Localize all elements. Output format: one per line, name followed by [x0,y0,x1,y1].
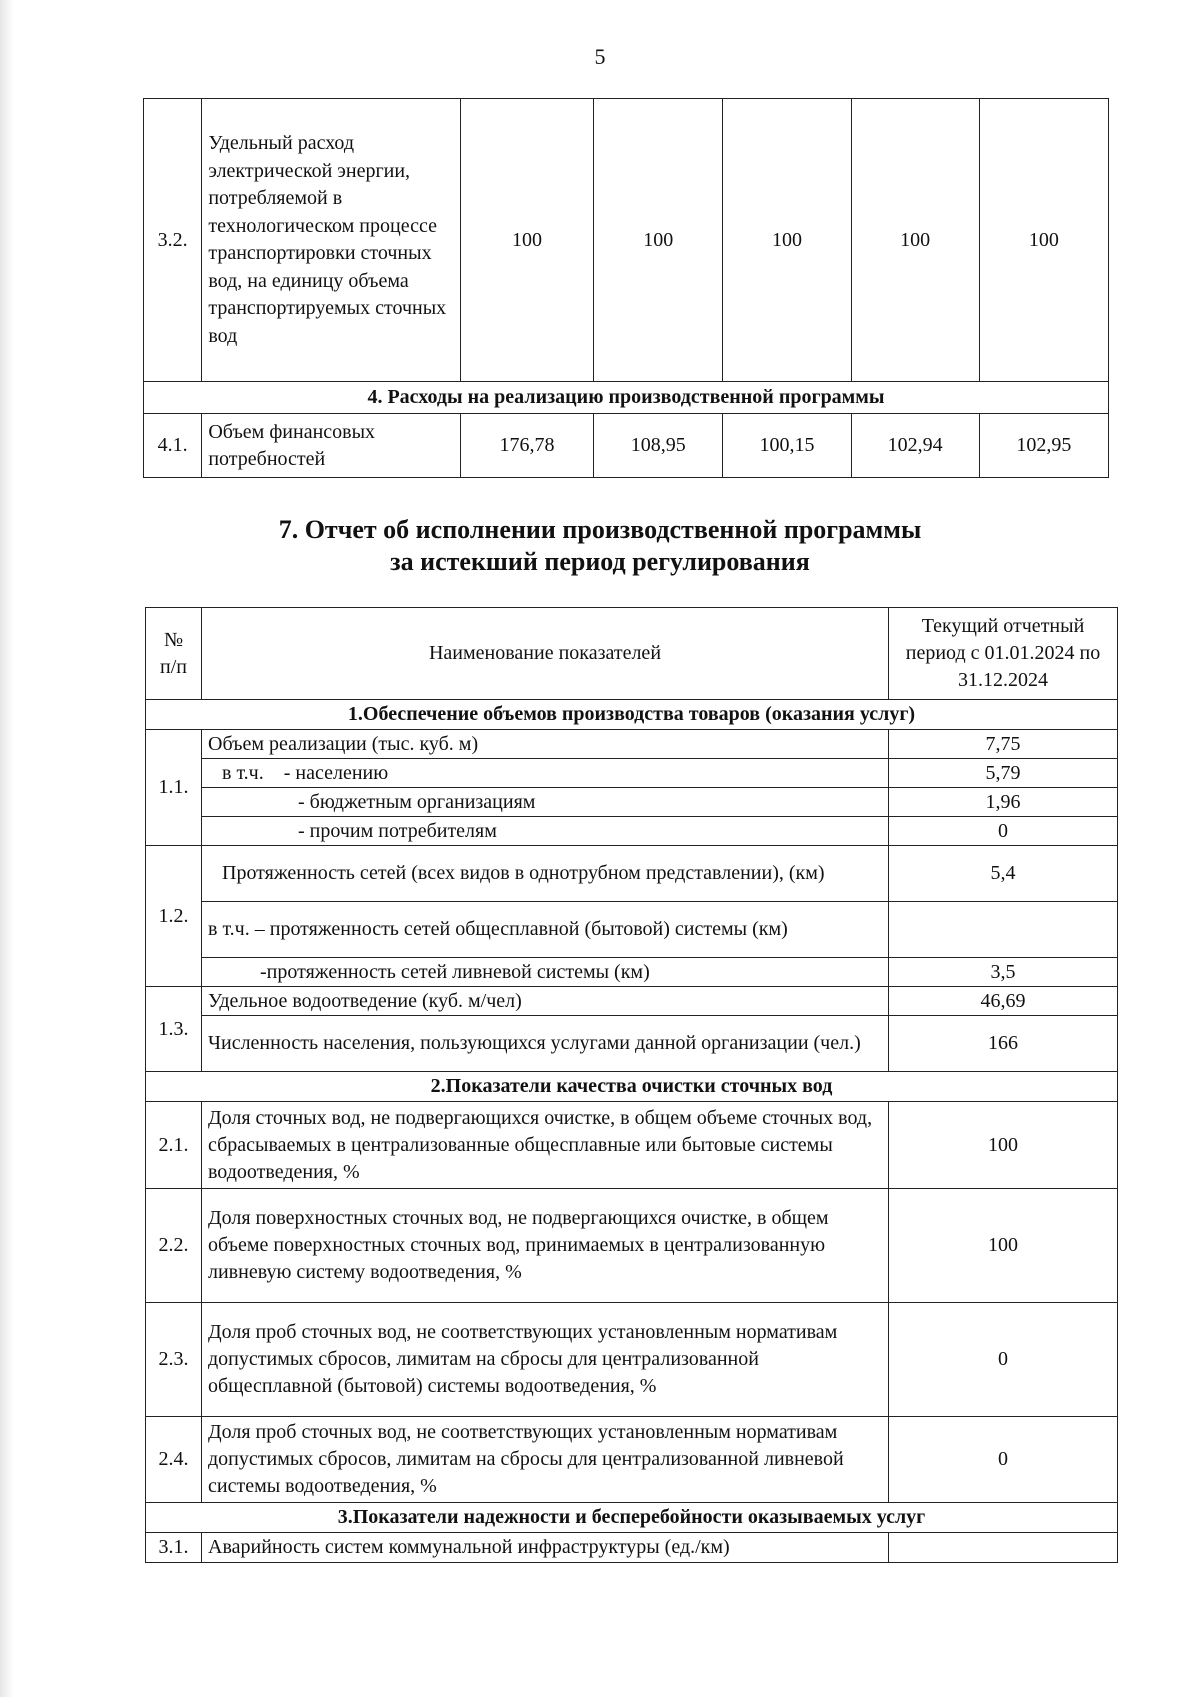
table-row [146,1533,1118,1563]
value-cell: 1,96 [889,788,1118,817]
indicator-name: Объем финансовых потребностей [202,414,460,478]
program-execution-report-table [145,607,1118,1563]
section-row [146,1072,1118,1102]
section-title: 3.Показатели надежности и бесперебойности оказываемых услуг [146,1503,1118,1533]
program-indicators-table-continuation [143,98,1109,478]
row-number: 2.4. [146,1417,202,1503]
indicator-name: Доля проб сточных вод, не соответствующих установленным нормативам допустимых сбросов, лимитам на сбросы для централизованной общесплавной (бытовой) системы водоотведения, % [202,1303,889,1417]
table-row [146,730,1118,759]
value-cell [889,1533,1118,1563]
value-cell: 102,94 [851,414,979,478]
value-cell: 46,69 [889,987,1118,1016]
section-title: 4. Расходы на реализацию производственной программы [144,382,1109,414]
section-heading-line: за истекший период регулирования [390,547,810,576]
row-number: 3.1. [146,1533,202,1563]
value-cell: 0 [889,1303,1118,1417]
value-cell: 100,15 [723,414,851,478]
table-row [146,817,1118,846]
table-row [146,788,1118,817]
row-number: 1.3. [146,987,202,1072]
table-row [146,902,1118,958]
value-cell: 100 [460,99,593,382]
value-cell: 102,95 [979,414,1108,478]
indicator-name: Доля проб сточных вод, не соответствующих установленным нормативам допустимых сбросов, лимитам на сбросы для централизованной ливневой системы водоотведения, % [202,1417,889,1503]
value-cell: 100 [889,1102,1118,1189]
table-row [146,1189,1118,1303]
table-row [146,958,1118,987]
indicator-name: - бюджетным организациям [202,788,889,817]
table-row [146,1417,1118,1503]
value-cell: 166 [889,1016,1118,1072]
value-cell: 100 [594,99,723,382]
value-cell: 100 [723,99,851,382]
row-number: 2.2. [146,1189,202,1303]
value-cell: 100 [979,99,1108,382]
table-row [146,1303,1118,1417]
table-row [144,99,1109,382]
indicator-name: - прочим потребителям [202,817,889,846]
row-number: 1.1. [146,730,202,846]
value-cell [889,902,1118,958]
section-title: 1.Обеспечение объемов производства товаров (оказания услуг) [146,700,1118,730]
value-cell: 176,78 [460,414,593,478]
section-row [146,700,1118,730]
section-heading-line: 7. Отчет об исполнении производственной программы [278,515,922,544]
column-header-name: Наименование показателей [202,608,889,700]
value-cell: 3,5 [889,958,1118,987]
value-cell: 100 [889,1189,1118,1303]
value-cell: 108,95 [594,414,723,478]
scan-edge-shadow [0,0,14,1697]
column-header-number: № п/п [146,608,202,700]
table-row [146,846,1118,902]
value-cell: 100 [851,99,979,382]
indicator-name: Доля поверхностных сточных вод, не подвергающихся очистке, в общем объеме поверхностных сточных вод, принимаемых в централизованную ливневую систему водоотведения, % [202,1189,889,1303]
indicator-name: Численность населения, пользующихся услугами данной организации (чел.) [202,1016,889,1072]
section-title: 2.Показатели качества очистки сточных вод [146,1072,1118,1102]
indicator-name: в т.ч. - населению [202,759,889,788]
table-row [146,759,1118,788]
value-cell: 5,79 [889,759,1118,788]
row-number: 2.1. [146,1102,202,1189]
indicator-name: Доля сточных вод, не подвергающихся очистке, в общем объеме сточных вод, сбрасываемых в централизованные общесплавные или бытовые системы водоотведения, % [202,1102,889,1189]
indicator-name: в т.ч. – протяженность сетей общесплавной (бытовой) системы (км) [202,902,889,958]
row-number: 4.1. [144,414,202,478]
value-cell: 0 [889,817,1118,846]
table-header-row [146,608,1118,700]
table-row [144,414,1109,478]
section-heading [0,514,1200,578]
indicator-name: Аварийность систем коммунальной инфраструктуры (ед./км) [202,1533,889,1563]
indicator-name: Протяженность сетей (всех видов в однотрубном представлении), (км) [202,846,889,902]
row-number: 1.2. [146,846,202,987]
row-number: 2.3. [146,1303,202,1417]
row-number: 3.2. [144,99,202,382]
indicator-name: Удельное водоотведение (куб. м/чел) [202,987,889,1016]
column-header-period: Текущий отчетный период с 01.01.2024 по 31.12.2024 [889,608,1118,700]
value-cell: 7,75 [889,730,1118,759]
section-row [146,1503,1118,1533]
indicator-name: Объем реализации (тыс. куб. м) [202,730,889,759]
table-row [146,987,1118,1016]
indicator-name: -протяженность сетей ливневой системы (км) [202,958,889,987]
page-number: 5 [594,44,606,69]
value-cell: 5,4 [889,846,1118,902]
table-row [146,1102,1118,1189]
indicator-name: Удельный расход электрической энергии, потребляемой в технологическом процессе транспортировки сточных вод, на единицу объема транспортируемых сточных вод [202,99,460,382]
table-row [146,1016,1118,1072]
section-row [144,382,1109,414]
value-cell: 0 [889,1417,1118,1503]
